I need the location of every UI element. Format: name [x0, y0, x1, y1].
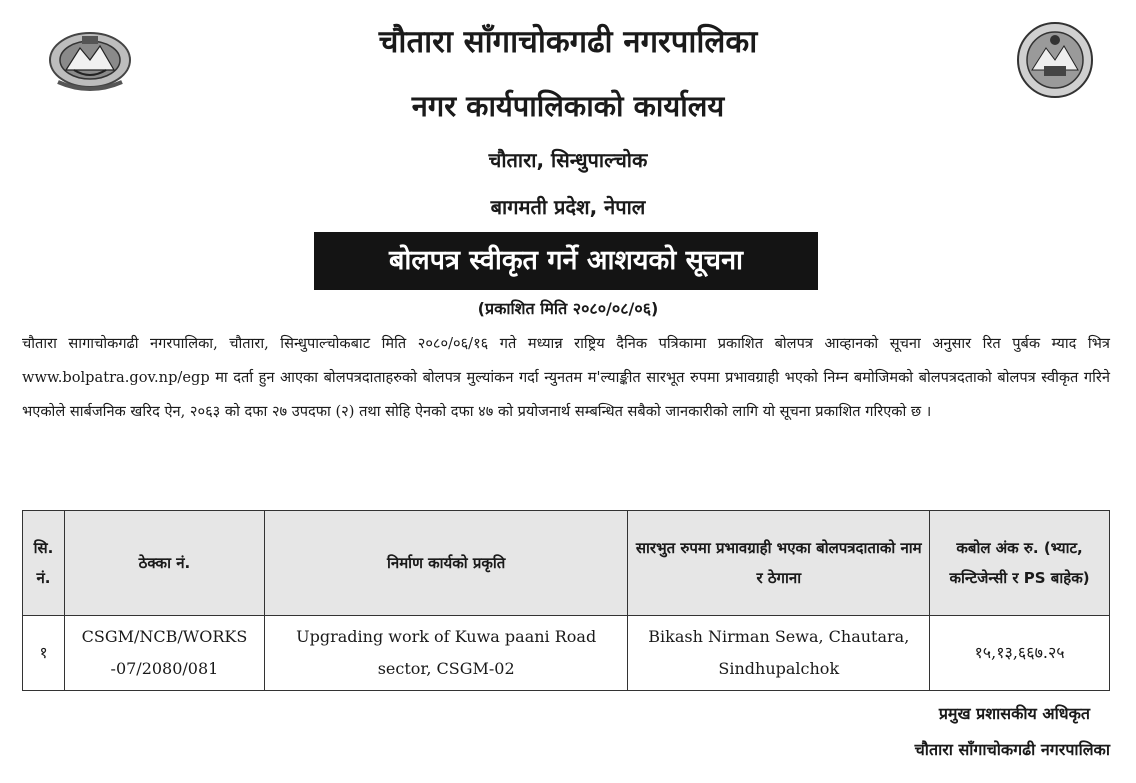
cell-contract: CSGM/NCB/WORKS -07/2080/081	[64, 616, 264, 691]
header-bidder: सारभुत रुपमा प्रभावग्राही भएका बोलपत्रदाताको नाम र ठेगाना	[628, 511, 930, 616]
office-province: बागमती प्रदेश, नेपाल	[490, 195, 646, 219]
header-work: निर्माण कार्यको प्रकृति	[264, 511, 628, 616]
table-row	[23, 616, 1110, 691]
published-date: (प्रकाशित मिति २०८०/०८/०६)	[477, 299, 659, 318]
signatory-office: चौतारा साँगाचोकगढी नगरपालिका	[914, 740, 1110, 759]
bid-table	[22, 510, 1110, 691]
cell-bidder: Bikash Nirman Sewa, Chautara, Sindhupalchok	[628, 616, 930, 691]
cell-work: Upgrading work of Kuwa paani Road sector, CSGM-02	[264, 616, 628, 691]
office-name: चौतारा साँगाचोकगढी नगरपालिका	[378, 24, 758, 60]
office-subtitle: नगर कार्यपालिकाको कार्यालय	[411, 89, 725, 123]
table-header-row	[23, 511, 1110, 616]
header-sn: सि. नं.	[23, 511, 65, 616]
cell-sn: १	[23, 616, 65, 691]
signatory-title: प्रमुख प्रशासकीय अधिकृत	[938, 704, 1090, 723]
header-amount: कबोल अंक रु. (भ्याट, कन्टिजेन्सी र PS बाहेक)	[930, 511, 1110, 616]
notice-paragraph: चौतारा सागाचोकगढी नगरपालिका, चौतारा, सिन्धुपाल्चोकबाट मिति २०८०/०६/१६ गते मध्यान्न राष्ट्रिय दैनिक पत्रिकामा प्रकाशित बोलपत्र आव्हानको सूचना अनुसार रित पुर्बक म्याद भित्र www.bolpatra.gov.np/egp मा दर्ता हुन आएका बोलपत्रदाताहरुको बोलपत्र मुल्यांकन गर्दा न्युनतम म'ल्याङ्कीत सारभूत रुपमा प्रभावग्राही भएको निम्न बमोजिमको बोलपत्रदताको बोलपत्र स्वीकृत गरिने भएकोले सार्बजनिक खरिद ऐन, २०६३ को दफा २७ उपदफा (२) तथा सोहि ऐनको दफा ४७ को प्रयोजनार्थ सम्बन्धित सबैको जानकारीको लागि यो सूचना प्रकाशित गरिएको छ ।	[22, 335, 1110, 420]
office-location: चौतारा, सिन्धुपाल्चोक	[488, 148, 648, 172]
cell-amount: १५,१३,६६७.२५	[930, 616, 1110, 691]
header-contract: ठेक्का नं.	[64, 511, 264, 616]
notice-title: बोलपत्र स्वीकृत गर्ने आशयको सूचना	[314, 232, 818, 290]
